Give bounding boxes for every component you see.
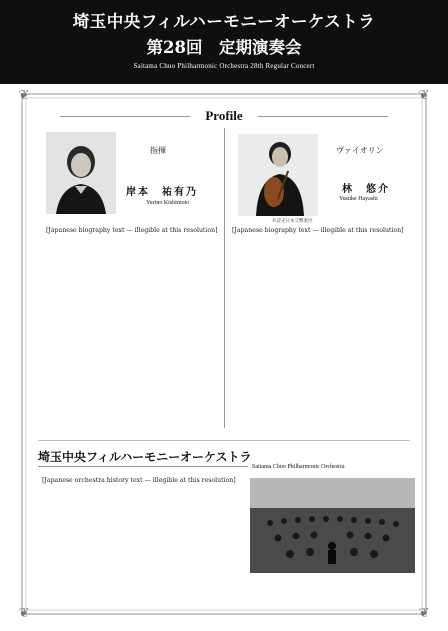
heading-rule-right [258,116,388,117]
orchestra-bio: [Japanese orchestra history text — illegible at this resolution] [42,477,236,484]
violinist-photo-credit: ©読売日本交響楽団 [272,219,313,224]
orchestra-title-en: Saitama Chuo Philharmonic Orchestra [252,464,345,470]
orchestra-title-rule [38,466,248,467]
conductor-bio: [Japanese biography text — illegible at this resolution] [46,227,218,234]
violinist-photo [238,134,318,216]
orchestra-title: 埼玉中央フィルハーモニーオーケストラ [38,450,252,464]
violinist-name-en: Yusuke Hayashi [339,196,378,202]
violinist-bio: [Japanese biography text — illegible at this resolution] [232,227,404,234]
conductor-photo [46,132,116,214]
page-header [0,0,448,84]
violinist-name-jp: 林 悠介 [342,184,390,195]
orchestra-photo [250,478,415,573]
corner-ornament-icon: ❦ [18,606,30,621]
conductor-name-jp: 岸本 祐有乃 [126,187,198,198]
profile-heading: Profile [205,108,243,123]
corner-ornament-icon: ❦ [18,88,30,103]
conductor-name-en: Yurino Kishimoto [146,200,190,206]
profile-heading-block [0,108,448,124]
corner-ornament-icon: ❦ [418,606,430,621]
concert-english-title: Saitama Chuo Philharmonic Orchestra 28th Regular Concert [133,62,315,70]
conductor-role: 指揮 [150,146,166,155]
section-divider [38,440,410,441]
corner-ornament-icon: ❦ [418,88,430,103]
heading-rule-left [60,116,190,117]
page-title: 埼玉中央フィルハーモニーオーケストラ [72,12,376,31]
concert-subtitle: 第28回 定期演奏会 [146,38,302,57]
violinist-role: ヴァイオリン [336,146,384,155]
